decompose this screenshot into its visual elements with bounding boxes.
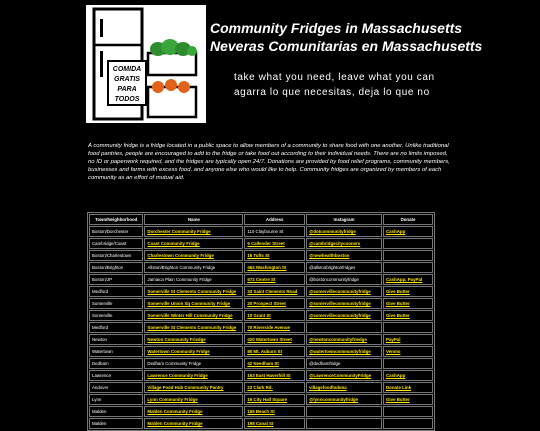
cell-address[interactable]: 80 Mt. Auburn St [244, 346, 305, 357]
cell-donate[interactable]: PayPal [383, 334, 433, 345]
cell-town: Boston/Charlestown [89, 250, 143, 261]
cell-name: Allston/Brighton Community Fridge [144, 262, 243, 273]
column-header-name: Name [144, 214, 243, 225]
cell-address[interactable]: 33 Saint Clements Road [244, 286, 305, 297]
cell-name[interactable]: Lynn Community Fridge [144, 394, 243, 405]
table-row [89, 346, 433, 357]
table-row [89, 382, 433, 393]
cell-donate [383, 238, 433, 249]
cell-name[interactable]: Malden Community Fridge [144, 406, 243, 417]
cell-address[interactable]: 464 Washington St [244, 262, 305, 273]
page-title-block [210, 19, 530, 55]
tagline-spanish: agarra lo que necesitas, deja lo que no [234, 87, 430, 98]
cell-donate[interactable]: Give Butter [383, 286, 433, 297]
fridge-illustration [86, 5, 206, 123]
cell-address[interactable]: 420 Watertown Street [244, 334, 305, 345]
cell-town: Watertown [89, 346, 143, 357]
cell-address[interactable]: 70 Riverside Avenue [244, 322, 305, 333]
cell-instagram [306, 322, 382, 333]
cell-address[interactable]: 42 Needham St [244, 358, 305, 369]
description-paragraph: A community fridge is a fridge located in a public space to allow members of a community to share food with one another. Unlike traditional food pantries, people are encouraged to add to the fridge or take food out according to their individual needs. There are no limits imposed, no ID or paperwork required, and the fridges are typically open 24/7. Donations are provided by food relief programs, community members, businesses and farms with excess food, and anyone else who would like to help. Community fridges are organized by members of each community as an effort of mutual aid. [88, 143, 450, 181]
cell-address[interactable]: 672 Centre St [244, 274, 305, 285]
cell-address[interactable]: 10 Grant St [244, 310, 305, 321]
cell-name[interactable]: Somerville St Clements Community Fridge [144, 322, 243, 333]
cell-town: Somerville [89, 298, 143, 309]
cell-address[interactable]: 198 Canal St [244, 418, 305, 429]
table-body [89, 226, 433, 429]
cell-donate [383, 418, 433, 429]
cell-town: Malden [89, 406, 143, 417]
cell-town: Lawrence [89, 370, 143, 381]
cell-instagram[interactable]: villagefoodhubma [306, 382, 382, 393]
cell-instagram [306, 406, 382, 417]
tagline-english: take what you need, leave what you can [234, 72, 435, 83]
table-row [89, 238, 433, 249]
cell-town: Somerville [89, 310, 143, 321]
table-row [89, 274, 433, 285]
cell-name[interactable]: Charlestown Community Fridge [144, 250, 243, 261]
cell-name[interactable]: Coast Community Fridge [144, 238, 243, 249]
cell-instagram [306, 418, 382, 429]
cell-town: Boston/Dorchester [89, 226, 143, 237]
cell-instagram[interactable]: @newtoncommunityfriedge [306, 334, 382, 345]
cell-instagram[interactable]: @dotcommunityfridge [306, 226, 382, 237]
cell-donate [383, 358, 433, 369]
fridge-table [87, 212, 435, 431]
cell-name[interactable]: Dorchester Community Fridge [144, 226, 243, 237]
table-row [89, 406, 433, 417]
table-row [89, 250, 433, 261]
cell-address[interactable]: 155 Beach St [244, 406, 305, 417]
cell-address[interactable]: 5 Callender Street [244, 238, 305, 249]
cell-name[interactable]: Somerville Union Sq Community Fridge [144, 298, 243, 309]
logo-sign-line-3: PARA [117, 86, 137, 93]
table-row [89, 394, 433, 405]
cell-donate[interactable]: Give Butter [383, 394, 433, 405]
cell-donate[interactable]: CashApp [383, 226, 433, 237]
cell-instagram[interactable]: @newhealthboston [306, 250, 382, 261]
cell-town: Malden [89, 418, 143, 429]
cell-town: Cambridge/Coast [89, 238, 143, 249]
cell-donate[interactable]: Venmo [383, 346, 433, 357]
cell-town: Newton [89, 334, 143, 345]
table-header-row [89, 214, 433, 225]
cell-donate[interactable]: Donate Link [383, 382, 433, 393]
logo-sign-line-1: COMIDA [112, 66, 142, 73]
cell-name[interactable]: Village Food Hub Community Pantry [144, 382, 243, 393]
column-header-donate: Donate [383, 214, 433, 225]
table-row [89, 370, 433, 381]
cell-donate [383, 250, 433, 261]
column-header-address: Address [244, 214, 305, 225]
table-row [89, 226, 433, 237]
cell-instagram[interactable]: @lynncommunityfridge [306, 394, 382, 405]
cell-donate[interactable]: CashApp, PayPal [383, 274, 433, 285]
table-row [89, 310, 433, 321]
cell-instagram[interactable]: @somervillecommunityfridge [306, 298, 382, 309]
table-row [89, 298, 433, 309]
cell-instagram[interactable]: @cambridgecitycooners [306, 238, 382, 249]
page-title: Community Fridges in Massachusetts [210, 20, 463, 36]
cell-town: Boston/JP [89, 274, 143, 285]
cell-donate[interactable]: Give Butter [383, 298, 433, 309]
page-title-spanish: Neveras Comunitarias en Massachusetts [210, 38, 483, 54]
cell-town: Lynn [89, 394, 143, 405]
cell-town: Andover [89, 382, 143, 393]
cell-donate [383, 322, 433, 333]
table-row [89, 334, 433, 345]
cell-town: Medford [89, 322, 143, 333]
cell-instagram[interactable]: @watertowncommunityfridge [306, 346, 382, 357]
logo-sign-line-2: GRATIS [114, 76, 140, 83]
cell-donate[interactable]: CashApp [383, 370, 433, 381]
cell-donate[interactable]: Give Butter [383, 310, 433, 321]
table-row [89, 322, 433, 333]
table-row [89, 418, 433, 429]
cell-donate [383, 262, 433, 273]
cell-instagram[interactable]: @somervillecommunityfridge [306, 286, 382, 297]
cell-address[interactable]: 23 Clark Rd. [244, 382, 305, 393]
column-header-instagram: Instagram [306, 214, 382, 225]
cell-town: Boston/Brighton [89, 262, 143, 273]
cell-name[interactable]: Somerville Winter Hill Community Fridge [144, 310, 243, 321]
cell-instagram[interactable]: @LawrenceCommunityFridge [306, 370, 382, 381]
cell-address[interactable]: 16 City Hall Square [244, 394, 305, 405]
cell-name[interactable]: Malden Community Fridge [144, 418, 243, 429]
cell-address[interactable]: 15 Tufts St [244, 250, 305, 261]
cell-instagram[interactable]: @somervillecommunityfridge [306, 310, 382, 321]
fridge-table-container [87, 212, 435, 431]
table-row [89, 286, 433, 297]
cell-address: 110 Claybourne St [244, 226, 305, 237]
cell-name[interactable]: Newton Community Frisdge [144, 334, 243, 345]
cell-instagram: @bostoncommunityfridge [306, 274, 382, 285]
cell-name[interactable]: Lawrence Community Fridge [144, 370, 243, 381]
community-fridge-logo [86, 5, 206, 123]
cell-address[interactable]: 163 East Haverhill St [244, 370, 305, 381]
cell-instagram: @dedhamfridge [306, 358, 382, 369]
column-header-town: Town/Neighborhood [89, 214, 143, 225]
logo-sign-line-4: TODOS [114, 96, 140, 103]
cell-donate [383, 406, 433, 417]
cell-name: Jamaica Plain Community Fridge [144, 274, 243, 285]
tagline [234, 70, 530, 100]
cell-instagram: @allstonbrightonfridges [306, 262, 382, 273]
table-row [89, 358, 433, 369]
cell-name: Dedham Community Fridge [144, 358, 243, 369]
cell-name[interactable]: Watertown Community Fridge [144, 346, 243, 357]
cell-town: Medford [89, 286, 143, 297]
cell-address[interactable]: 20 Prospect Street [244, 298, 305, 309]
cell-town: Dedham [89, 358, 143, 369]
cell-name[interactable]: Somerville St Clements Community Fridge [144, 286, 243, 297]
table-row [89, 262, 433, 273]
